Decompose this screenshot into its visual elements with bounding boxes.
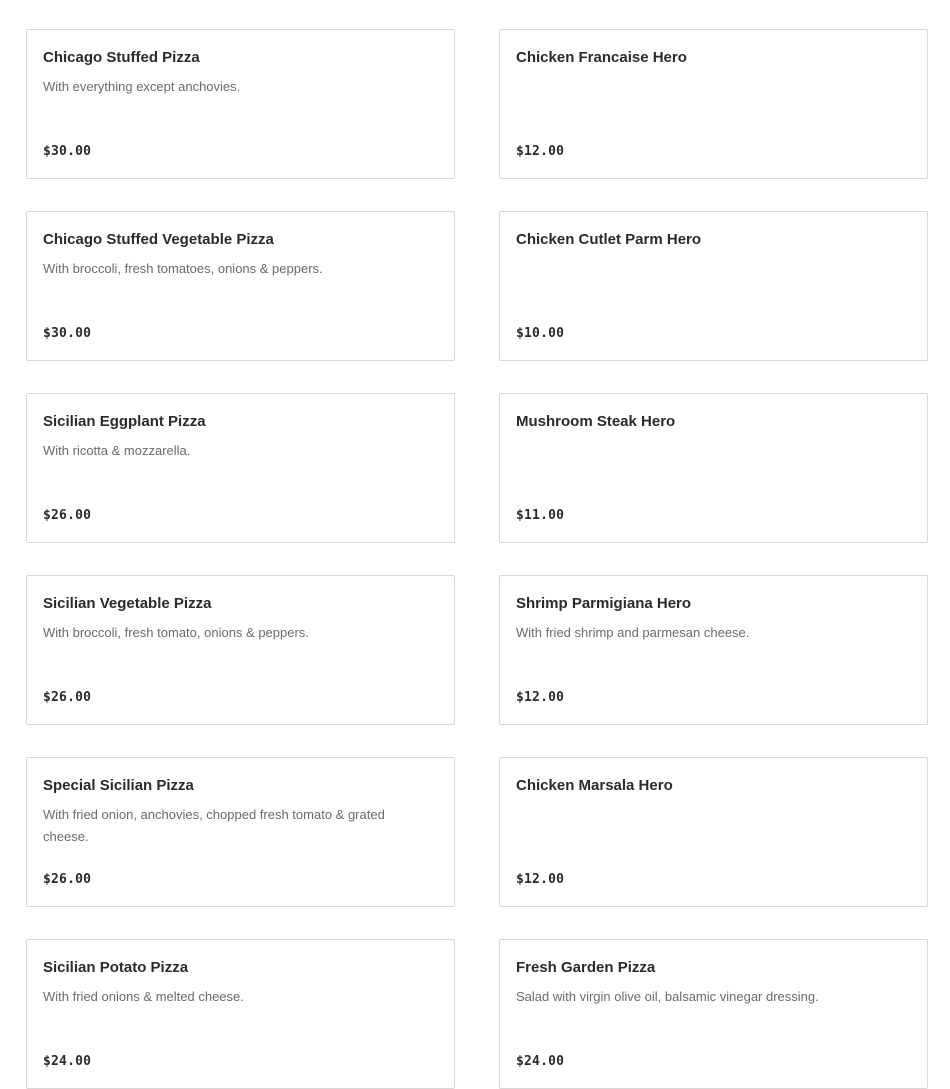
menu-item-price: $26.00 [43, 690, 92, 705]
menu-item-price: $26.00 [43, 508, 92, 523]
menu-item-name: Sicilian Eggplant Pizza [43, 413, 206, 430]
menu-item-name: Chicken Francaise Hero [516, 49, 687, 66]
menu-item-name: Sicilian Vegetable Pizza [43, 595, 212, 612]
menu-item-card[interactable] [26, 939, 455, 1089]
menu-item-name: Sicilian Potato Pizza [43, 959, 189, 976]
menu-item-description: With fried shrimp and parmesan cheese. [516, 625, 750, 640]
menu-item-card[interactable] [26, 575, 455, 725]
menu-item-price: $12.00 [516, 690, 565, 705]
menu-item-description: With fried onions & melted cheese. [43, 989, 244, 1004]
menu-item-card[interactable] [499, 393, 928, 543]
menu-item-card[interactable] [26, 757, 455, 907]
menu-item-name: Chicago Stuffed Vegetable Pizza [43, 231, 274, 248]
menu-item-description: With fried onion, anchovies, chopped fresh tomato & grated cheese. [43, 807, 385, 844]
menu-item-name: Chicago Stuffed Pizza [43, 49, 200, 66]
menu-item-name: Special Sicilian Pizza [43, 777, 194, 794]
menu-item-description: With broccoli, fresh tomato, onions & peppers. [43, 625, 309, 640]
menu-item-card[interactable] [499, 211, 928, 361]
menu-item-price: $24.00 [43, 1054, 92, 1069]
menu-item-card[interactable] [499, 575, 928, 725]
menu-item-card[interactable] [26, 29, 455, 179]
menu-item-card[interactable] [499, 939, 928, 1089]
menu-item-price: $24.00 [516, 1054, 565, 1069]
menu-item-description: With broccoli, fresh tomatoes, onions & peppers. [43, 261, 323, 276]
menu-item-price: $10.00 [516, 326, 565, 341]
menu-item-name: Shrimp Parmigiana Hero [516, 595, 692, 612]
menu-item-description: With ricotta & mozzarella. [43, 443, 191, 458]
menu-item-description: Salad with virgin olive oil, balsamic vinegar dressing. [516, 989, 819, 1004]
menu-item-price: $30.00 [43, 326, 92, 341]
menu-item-price: $12.00 [516, 872, 565, 887]
menu-item-price: $26.00 [43, 872, 92, 887]
menu-item-name: Mushroom Steak Hero [516, 413, 676, 430]
menu-item-name: Fresh Garden Pizza [516, 959, 656, 976]
menu-item-name: Chicken Cutlet Parm Hero [516, 231, 702, 248]
menu-item-card[interactable] [499, 757, 928, 907]
menu-item-name: Chicken Marsala Hero [516, 777, 673, 794]
menu-item-price: $30.00 [43, 144, 92, 159]
menu-item-price: $12.00 [516, 144, 565, 159]
menu-item-card[interactable] [26, 393, 455, 543]
menu-item-card[interactable] [26, 211, 455, 361]
menu-item-description: With everything except anchovies. [43, 79, 241, 94]
menu-item-card[interactable] [499, 29, 928, 179]
menu-item-price: $11.00 [516, 508, 565, 523]
